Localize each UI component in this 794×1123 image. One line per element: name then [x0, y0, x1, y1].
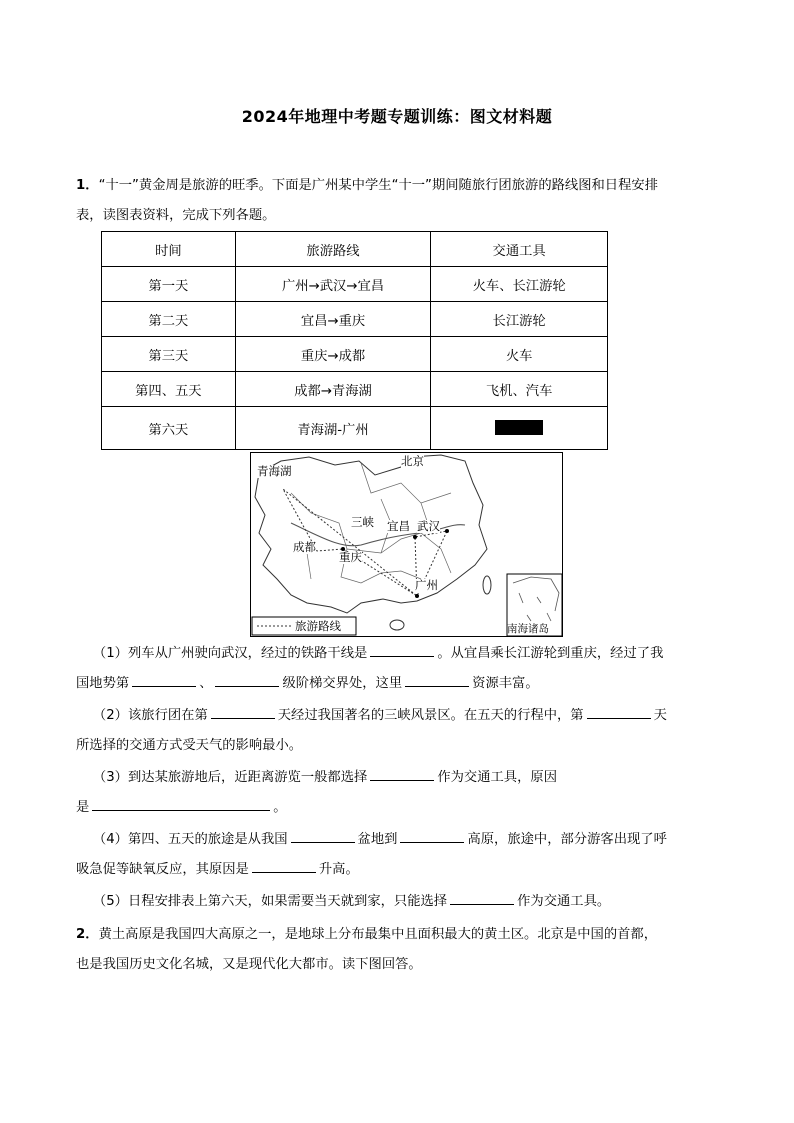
table-cell: 广州→武汉→宜昌: [235, 267, 431, 302]
redaction-block: [495, 420, 543, 435]
answer-blank[interactable]: [400, 828, 464, 843]
table-cell: 宜昌→重庆: [235, 302, 431, 337]
table-cell: 长江游轮: [431, 302, 608, 337]
q1-sub1-text: （1）列车从广州驶向武汉，经过的铁路干线是: [92, 646, 368, 661]
answer-blank[interactable]: [450, 890, 514, 905]
q1-intro-line1: “十一”黄金周是旅游的旺季。下面是广州某中学生“十一”期间随旅行团旅游的路线图和日程安排: [98, 178, 658, 193]
q1-intro-line2: 表，读图表资料，完成下列各题。: [76, 208, 276, 223]
map-label-yichang: 宜昌: [387, 519, 410, 533]
table-cell: 火车、长江游轮: [431, 267, 608, 302]
q1-sub2-text: （2）该旅行团在第: [92, 708, 208, 723]
q2-number: 2．: [76, 927, 99, 942]
q1-sub1-text: 级阶梯交界处，这里: [282, 676, 403, 691]
q1-sub3-text: 是: [76, 800, 90, 815]
table-cell: 成都→青海湖: [235, 372, 431, 407]
q1-sub3-text: （3）到达某旅游地后，近距离游览一般都选择: [92, 770, 368, 785]
table-cell: 第一天: [102, 267, 236, 302]
country-outline: [255, 455, 487, 613]
q1-sub2-text: 天经过我国著名的三峡风景区。在五天的行程中，第: [277, 708, 584, 723]
answer-blank[interactable]: [211, 704, 275, 719]
table-cell: 青海湖-广州: [235, 407, 431, 450]
table-header-cell: 时间: [102, 232, 236, 267]
q1-sub4-text: 高原，旅途中，部分游客出现了呼: [467, 832, 667, 847]
schedule-table: [101, 231, 608, 450]
q1-sub1-text: 、: [199, 676, 213, 691]
table-row: [102, 372, 608, 407]
q1-sub4-text: 盆地到: [357, 832, 398, 847]
answer-blank[interactable]: [132, 672, 196, 687]
answer-blank[interactable]: [92, 796, 270, 811]
q1-sub1-text: 。从宜昌乘长江游轮到重庆，经过了我: [437, 646, 664, 661]
q2-intro: [76, 920, 722, 980]
table-row: [102, 267, 608, 302]
city-dot-wuhan: [445, 529, 449, 533]
q1-sub4-text: 升高。: [318, 862, 359, 877]
answer-blank[interactable]: [405, 672, 469, 687]
q1-sub2: [76, 701, 722, 761]
q1-sub3: [76, 763, 722, 823]
answer-blank[interactable]: [587, 704, 651, 719]
q1-intro: [76, 171, 722, 231]
table-row: [102, 302, 608, 337]
q1-sub4-text: 吸急促等缺氧反应，其原因是: [76, 862, 249, 877]
page-title: 2024年地理中考题专题训练：图文材料题: [241, 107, 553, 126]
table-cell-redacted: [431, 407, 608, 450]
table-cell: 飞机、汽车: [431, 372, 608, 407]
table-cell: 重庆→成都: [235, 337, 431, 372]
city-dot-guangzhou: [415, 594, 419, 598]
q1-sub1: [76, 639, 722, 699]
map-label-guangzhou: 广州: [415, 578, 438, 592]
city-dot-yichang: [413, 535, 417, 539]
q1-sub5: [76, 887, 722, 917]
answer-blank[interactable]: [215, 672, 279, 687]
map-label-chongqing: 重庆: [339, 550, 362, 564]
table-cell: 第二天: [102, 302, 236, 337]
map-label-chengdu: 成都: [293, 540, 316, 554]
table-cell: 火车: [431, 337, 608, 372]
q1-number: 1．: [76, 178, 99, 193]
route-map: [250, 452, 563, 637]
map-label-sanxia: 三峡: [351, 515, 374, 529]
table-cell: 第三天: [102, 337, 236, 372]
q1-sub1-text: 资源丰富。: [472, 676, 539, 691]
q1-sub2-text: 天: [653, 708, 667, 723]
map-label-beijing: 北京: [401, 454, 424, 468]
map-label-qinghai: 青海湖: [257, 464, 292, 478]
answer-blank[interactable]: [291, 828, 355, 843]
q1-sub4-text: （4）第四、五天的旅途是从我国: [92, 832, 288, 847]
q1-sub5-text: （5）日程安排表上第六天，如果需要当天就到家，只能选择: [92, 894, 448, 909]
table-cell: 第六天: [102, 407, 236, 450]
q1-sub2-text: 所选择的交通方式受天气的影响最小。: [76, 738, 303, 753]
table-header-row: [102, 232, 608, 267]
q1-sub3-text: 作为交通工具，原因: [437, 770, 557, 785]
table-header-cell: 旅游路线: [235, 232, 431, 267]
hainan-island: [390, 620, 404, 630]
q2-line1: 黄土高原是我国四大高原之一，是地球上分布最集中且面积最大的黄土区。北京是中国的首都，: [98, 927, 658, 942]
table-cell: 第四、五天: [102, 372, 236, 407]
q1-sub5-text: 作为交通工具。: [517, 894, 611, 909]
q1-sub1-text: 国地势第: [76, 676, 130, 691]
table-row: [102, 337, 608, 372]
q1-sub4: [76, 825, 722, 885]
table-header-cell: 交通工具: [431, 232, 608, 267]
q2-line2: 也是我国历史文化名城，又是现代化大都市。读下图回答。: [76, 957, 422, 972]
map-label-nanhai: 南海诸岛: [507, 623, 549, 635]
answer-blank[interactable]: [370, 642, 434, 657]
map-legend-label: 旅游路线: [295, 619, 341, 633]
taiwan-island: [483, 576, 491, 594]
table-row: [102, 407, 608, 450]
answer-blank[interactable]: [252, 858, 316, 873]
answer-blank[interactable]: [370, 766, 434, 781]
q1-sub3-text: 。: [273, 800, 287, 815]
map-label-wuhan: 武汉: [417, 519, 440, 533]
